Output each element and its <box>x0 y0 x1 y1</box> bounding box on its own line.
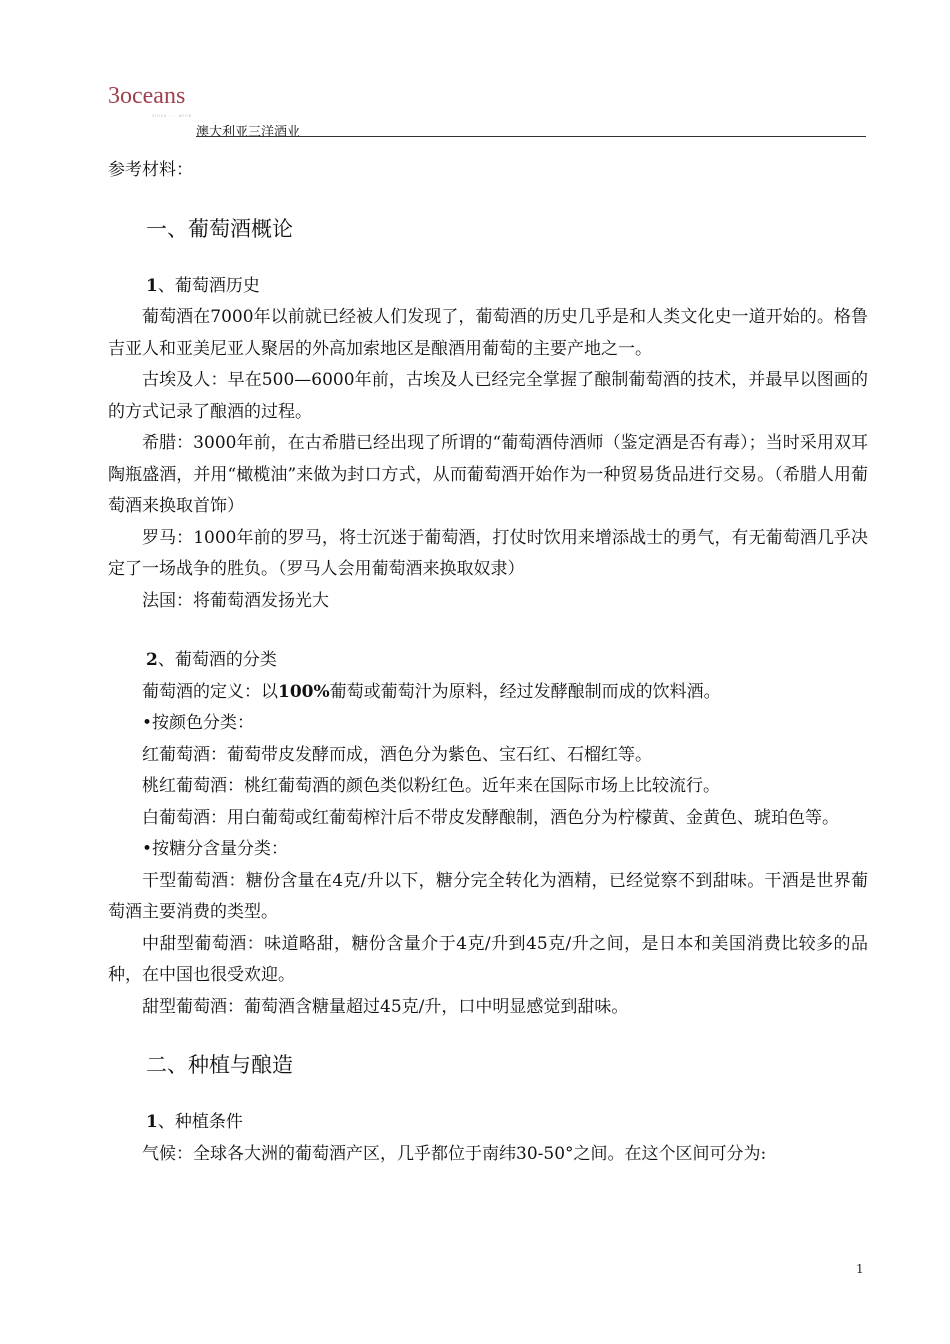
definition-percent: 100% <box>278 681 330 702</box>
subsection-number: 1 <box>146 1112 158 1132</box>
subsection-title: 、葡萄酒历史 <box>157 275 260 296</box>
history-rome-paragraph: 罗马：1000年前的罗马，将士沉迷于葡萄酒，打仗时饮用来增添战士的勇气，有无葡萄酒几乎决定了一场战争的胜负。（罗马人会用葡萄酒来换取奴隶） <box>108 527 868 579</box>
definition-suffix: 葡萄或葡萄汁为原料，经过发酵酿制而成的饮料酒。 <box>329 681 721 702</box>
subsection-1-1-heading <box>108 271 868 303</box>
history-greece-paragraph: 希腊：3000年前，在古希腊已经出现了所谓的“葡萄酒侍酒师（鉴定酒是否有毒）；当时采用双耳陶瓶盛酒，并用“橄榄油”来做为封口方式，从而葡萄酒开始作为一种贸易货品进行交易。（希腊人用葡萄酒来换取首饰） <box>108 433 868 516</box>
intro-text: 参考材料： <box>108 160 193 180</box>
history-egypt-paragraph: 古埃及人：早在500—6000年前，古埃及人已经完全掌握了酿制葡萄酒的技术，并最早以图画的的方式记录了酿酒的过程。 <box>108 370 868 422</box>
subsection-1-2-heading <box>108 645 868 677</box>
bullet-by-sugar: •按糖分含量分类： <box>142 839 289 859</box>
bullet-by-color: •按颜色分类： <box>142 713 255 733</box>
sweet-wine-paragraph: 甜型葡萄酒：葡萄酒含糖量超过45克/升，口中明显感觉到甜味。 <box>142 996 629 1017</box>
subsection-title: 、种植条件 <box>157 1112 243 1132</box>
page-number: 1 <box>856 1262 864 1276</box>
definition-prefix: 葡萄酒的定义：以 <box>142 681 278 702</box>
section-2-heading: 二、种植与酿造 <box>146 1053 293 1077</box>
subsection-title: 、葡萄酒的分类 <box>157 650 277 670</box>
white-wine-paragraph: 白葡萄酒：用白葡萄或红葡萄榨汁后不带皮发酵酿制，酒色分为柠檬黄、金黄色、琥珀色等。 <box>142 807 839 828</box>
definition-paragraph <box>108 677 868 709</box>
red-wine-paragraph: 红葡萄酒：葡萄带皮发酵而成，酒色分为紫色、宝石红、石榴红等。 <box>142 744 652 765</box>
climate-paragraph: 气候：全球各大洲的葡萄酒产区，几乎都位于南纬30-50°之间。在这个区间可分为: <box>142 1143 767 1164</box>
header-rule <box>196 136 866 137</box>
dry-wine-paragraph: 干型葡萄酒：糖份含量在4克/升以下，糖分完全转化为酒精，已经觉察不到甜味。干酒是世界葡萄酒主要消费的类型。 <box>108 870 868 922</box>
semi-sweet-wine-paragraph: 中甜型葡萄酒：味道略甜，糖份含量介于4克/升到45克/升之间，是日本和美国消费比较多的品种，在中国也很受欢迎。 <box>108 933 868 985</box>
history-paragraph-1: 葡萄酒在7000年以前就已经被人们发现了，葡萄酒的历史几乎是和人类文化史一道开始的。格鲁吉亚人和亚美尼亚人聚居的外高加索地区是酿酒用葡萄的主要产地之一。 <box>108 307 868 359</box>
subsection-number: 1 <box>146 275 158 296</box>
subsection-2-1-heading <box>108 1107 868 1139</box>
document-body <box>108 155 868 1170</box>
company-name: 澳大利亚三洋酒业 <box>196 125 301 140</box>
rose-wine-paragraph: 桃红葡萄酒：桃红葡萄酒的颜色类似粉红色。近年来在国际市场上比较流行。 <box>142 776 720 796</box>
history-france-paragraph: 法国：将葡萄酒发扬光大 <box>142 590 329 611</box>
logo-tagline: since ... wine <box>152 113 193 118</box>
company-logo: 3oceans <box>108 83 186 109</box>
subsection-number: 2 <box>146 650 158 670</box>
section-1-heading: 一、葡萄酒概论 <box>146 216 293 241</box>
